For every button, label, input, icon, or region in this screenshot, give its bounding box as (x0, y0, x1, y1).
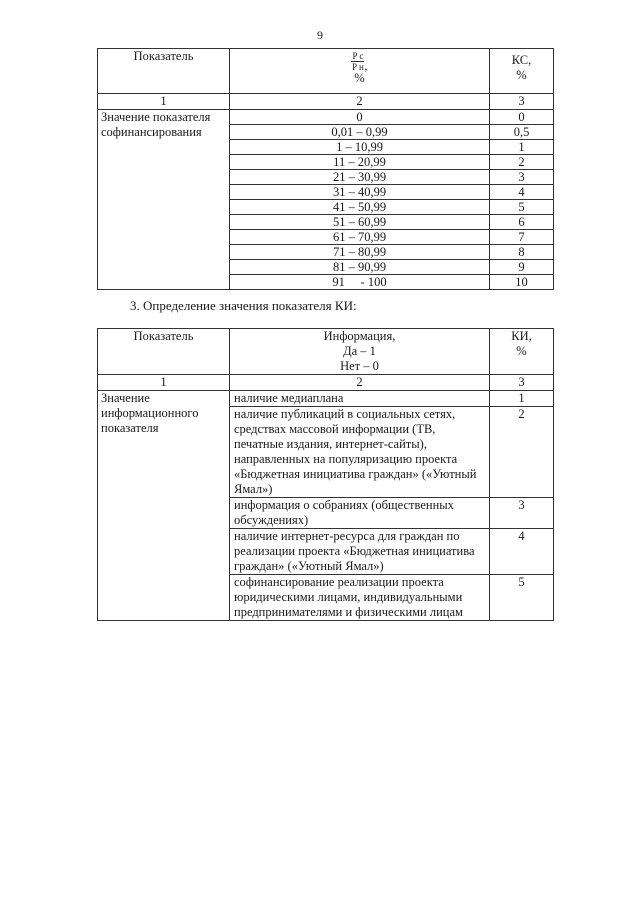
table-row: 31 – 40,99 4 (98, 185, 554, 200)
table-row: 71 – 80,99 8 (98, 245, 554, 260)
table-header-row (98, 49, 554, 94)
table-row: 81 – 90,99 9 (98, 260, 554, 275)
header-indicator: Показатель (98, 49, 230, 94)
table-row: 61 – 70,99 7 (98, 230, 554, 245)
header-information: Информация, Да – 1 Нет – 0 (230, 329, 490, 375)
cofinancing-table (97, 48, 554, 290)
table-row: Значение показателя софинансирования 0 0 (98, 110, 554, 125)
table-row: 21 – 30,99 3 (98, 170, 554, 185)
table-row: наличие публикаций в социальных сетях, средствах массовой информации (ТВ, печатные издания, интернет-сайты), направленных на популяризацию проекта «Бюджетная инициатива граждан» («Уютный Ямал») 2 (98, 407, 554, 498)
ratio-fraction: $\frac{\text{P с}}{\text{P н}}$ (352, 51, 364, 72)
header-kc: КС, % (490, 49, 554, 94)
table-row: 51 – 60,99 6 (98, 215, 554, 230)
table-row: софинансирование реализации проекта юридическими лицами, индивидуальными предпринимателями и физическими лицам 5 (98, 575, 554, 621)
table-row: 0,01 – 0,99 0,5 (98, 125, 554, 140)
table-row: информация о собраниях (общественных обсуждениях) 3 (98, 498, 554, 529)
table-row: 11 – 20,99 2 (98, 155, 554, 170)
table-row: Значение информационного показателя наличие медиаплана 1 (98, 391, 554, 407)
table-row: 1 – 10,99 1 (98, 140, 554, 155)
table-row: наличие интернет-ресурса для граждан по реализации проекта «Бюджетная инициатива граждан» («Уютный Ямал») 4 (98, 529, 554, 575)
row-label: Значение показателя софинансирования (98, 110, 230, 290)
table-header-row (98, 329, 554, 375)
header-indicator: Показатель (98, 329, 230, 375)
information-table (97, 328, 554, 621)
section-caption: 3. Определение значения показателя КИ: (130, 298, 357, 313)
column-number-row: 1 2 3 (98, 94, 554, 110)
table-row: 41 – 50,99 5 (98, 200, 554, 215)
column-number-row: 1 2 3 (98, 375, 554, 391)
header-ratio: $\frac{\text{P с}}{\text{P н}}$ , % (230, 49, 490, 94)
page-number: 9 (317, 28, 323, 42)
header-ki: КИ, % (490, 329, 554, 375)
row-label: Значение информационного показателя (98, 391, 230, 621)
table-row: 91 - 100 10 (98, 275, 554, 290)
